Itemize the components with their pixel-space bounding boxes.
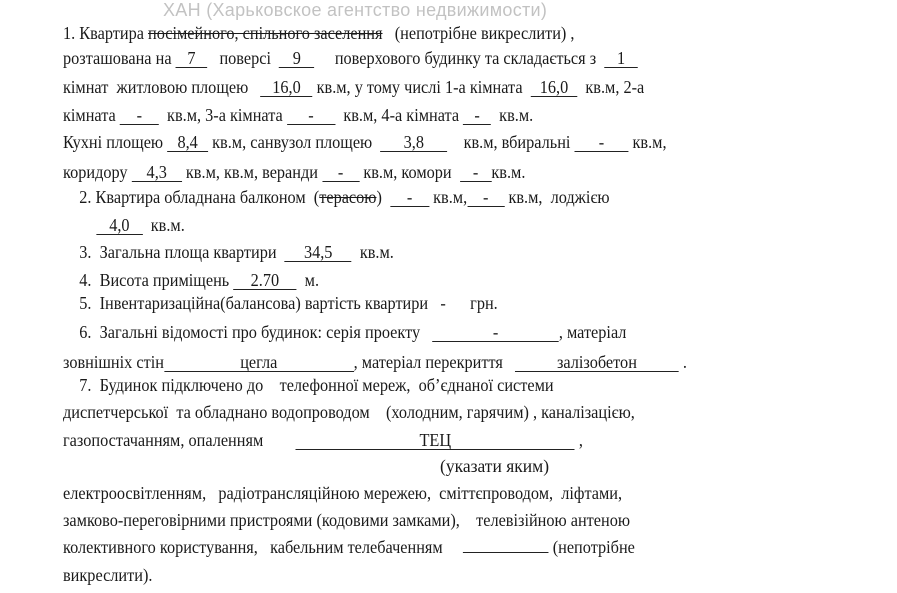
- document-line: [63, 429, 583, 451]
- text-segment: кімната: [63, 105, 120, 125]
- struck-text: терасою: [319, 187, 377, 207]
- document-line: [63, 186, 610, 208]
- document-line: [63, 47, 638, 69]
- filled-value: 16,0: [531, 78, 578, 97]
- text-segment: 6. Загальні відомості про будинок: серія проекту: [63, 322, 433, 342]
- filled-value: 16,0: [260, 78, 312, 97]
- document-line: [88, 214, 185, 236]
- text-segment: поверсі: [207, 48, 280, 68]
- filled-value: -: [575, 133, 629, 152]
- document-line: [63, 536, 635, 558]
- text-segment: кв.м.: [142, 215, 185, 235]
- text-segment: , матеріал: [558, 322, 627, 342]
- document-line: [63, 292, 498, 314]
- text-segment: коридору: [63, 162, 132, 182]
- filled-value: -: [463, 106, 491, 125]
- watermark: ХАН (Харьковское агентство недвижимости): [163, 0, 548, 20]
- text-segment: поверхового будинку та складається з: [314, 48, 605, 68]
- document-line: [63, 22, 574, 44]
- document-line: [63, 104, 533, 126]
- text-segment: кв.м, 4-а кімната: [335, 105, 464, 125]
- filled-value: 8,4: [167, 133, 208, 152]
- text-segment: (непотрібне: [548, 537, 635, 557]
- text-segment: 5. Інвентаризаційна(балансова) вартість квартири - грн.: [63, 293, 498, 313]
- document-line: [63, 509, 630, 531]
- filled-value: 7: [176, 49, 208, 68]
- text-segment: кв.м, санвузол площею: [208, 132, 381, 152]
- text-segment: кв.м.: [351, 242, 394, 262]
- filled-value: 2.70: [233, 271, 296, 290]
- text-segment: кв.м, 2-а: [577, 77, 645, 97]
- text-segment: кв.м, 3-а кімната: [158, 105, 287, 125]
- document-line: [63, 269, 319, 291]
- text-segment: викреслити).: [63, 565, 153, 585]
- filled-value: -: [432, 323, 558, 342]
- filled-value: -: [120, 106, 159, 125]
- text-segment: зовнішніх стін: [63, 352, 164, 372]
- document-line: [63, 482, 622, 504]
- text-segment: 4. Висота приміщень: [63, 270, 234, 290]
- document-line: [63, 241, 394, 263]
- text-segment: газопостачанням, опаленням: [63, 430, 296, 450]
- filled-value: 1: [604, 49, 637, 68]
- filled-value: [463, 552, 549, 553]
- text-segment: (непотрібне викреслити) ,: [382, 23, 575, 43]
- filled-value: 9: [279, 49, 314, 68]
- document-line: [63, 161, 525, 183]
- filled-value: 3,8: [380, 133, 447, 152]
- text-segment: кв.м.: [491, 162, 526, 182]
- document-line: [63, 131, 667, 153]
- document-line: [63, 564, 152, 586]
- filled-value: -: [322, 163, 359, 182]
- text-segment: електроосвітленням, радіотрансляційною мережею, сміттєпроводом, ліфтами,: [63, 483, 623, 503]
- filled-value: -: [390, 188, 429, 207]
- filled-value: цегла: [164, 353, 354, 372]
- text-segment: кв.м, у тому числі 1-а кімната: [312, 77, 531, 97]
- text-segment: .: [678, 352, 687, 372]
- text-segment: кв.м,: [429, 187, 468, 207]
- text-segment: розташована на: [63, 48, 176, 68]
- document-line: [63, 374, 554, 396]
- text-segment: [88, 215, 96, 235]
- text-segment: ,: [574, 430, 583, 450]
- document-line: [63, 321, 626, 343]
- text-segment: кв.м, комори: [359, 162, 460, 182]
- filled-value: ТЕЦ: [296, 431, 575, 450]
- text-segment: кв.м,: [628, 132, 667, 152]
- text-segment: 1. Квартира: [63, 23, 149, 43]
- text-segment: кв.м.: [491, 105, 534, 125]
- document-line: [63, 76, 644, 98]
- filled-value: залізобетон: [515, 353, 679, 372]
- text-segment: кв.м, кв.м, веранди: [181, 162, 323, 182]
- text-segment: кв.м, лоджією: [504, 187, 610, 207]
- document-line: [63, 351, 687, 373]
- caption-specify-which: (указати яким): [440, 456, 550, 476]
- text-segment: 7. Будинок підключено до телефонної мереж, об’єднаної системи: [63, 375, 554, 395]
- text-segment: 3. Загальна площа квартири: [63, 242, 285, 262]
- struck-text: посімейного, спільного заселення: [148, 23, 383, 43]
- text-segment: замково-переговірними пристроями (кодовими замками), телевізійною антеною: [63, 510, 631, 530]
- text-segment: колективного користування, кабельним телебаченням: [63, 537, 464, 557]
- text-segment: Кухні площею: [63, 132, 168, 152]
- filled-value: 34,5: [285, 243, 352, 262]
- text-segment: кімнат житловою площею: [63, 77, 261, 97]
- text-segment: кв.м, вбиральні: [447, 132, 575, 152]
- filled-value: -: [460, 163, 492, 182]
- filled-value: -: [287, 106, 335, 125]
- document-line: [63, 401, 635, 423]
- filled-value: 4,3: [132, 163, 182, 182]
- text-segment: м.: [296, 270, 320, 290]
- text-segment: ): [376, 187, 391, 207]
- text-segment: 2. Квартира обладнана балконом (: [63, 187, 320, 207]
- text-segment: , матеріал перекриття: [353, 352, 516, 372]
- filled-value: -: [467, 188, 504, 207]
- text-segment: диспетчерської та обладнано водопроводом (холодним, гарячим) , каналізацією,: [63, 402, 635, 422]
- filled-value: 4,0: [96, 216, 143, 235]
